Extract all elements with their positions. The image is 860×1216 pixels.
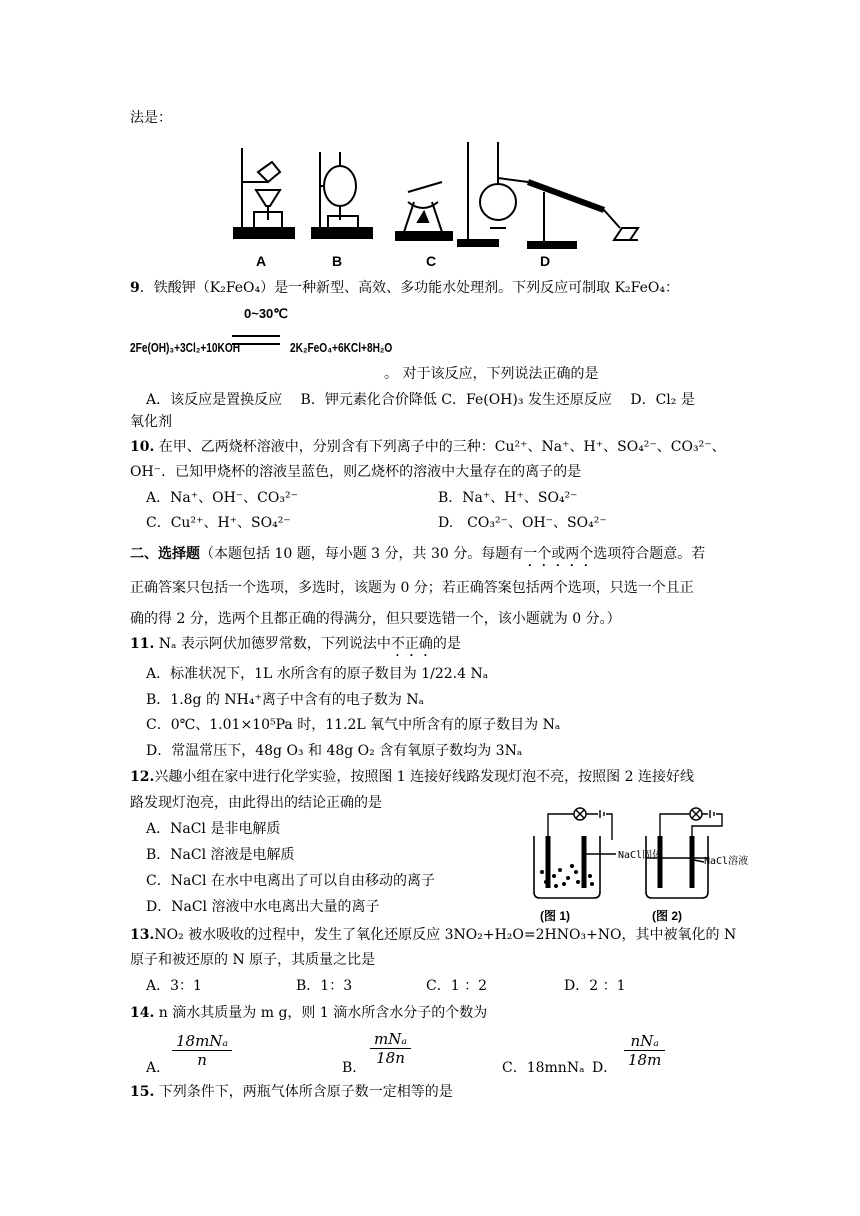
section2-end: 选项符合题意。若 [593, 546, 706, 562]
label-b: B [332, 253, 343, 269]
label-a: A [256, 253, 267, 269]
fig1-label: NaCl固体 [618, 850, 663, 861]
q11-stem-emphasis: 不正确 [390, 636, 433, 652]
q12-number: 12. [130, 769, 155, 785]
q9-equation-right: 2K₂FeO₄+6KCl+8H₂O [290, 340, 393, 355]
q14-a-den: n [197, 1051, 207, 1069]
q14-a-num: 18mNₐ [172, 1032, 232, 1051]
q12-stem-line2: 路发现灯泡亮，由此得出的结论正确的是 [130, 795, 382, 811]
q10-line1: 在甲、乙两烧杯溶液中，分别含有下列离子中的三种：Cu²⁺、Na⁺、H⁺、SO₄²⁻、CO₃²⁻、 [154, 439, 726, 455]
fig2-caption: (图 2) [652, 909, 683, 923]
label-d: D [540, 253, 551, 269]
q9-equation-arrow [232, 335, 280, 345]
q14-option-b-label: B． [342, 1060, 367, 1076]
q11-option-a: A．标准状况下，1L 水所含有的原子数目为 1/22.4 Nₐ [146, 666, 489, 682]
q13-stem-line2: 原子和被还原的 N 原子，其质量之比是 [130, 952, 376, 968]
continuation-text: 法是： [130, 110, 172, 126]
q12-option-a: A．NaCl 是非电解质 [146, 821, 281, 837]
q12-option-c: C．NaCl 在水中电离出了可以自由移动的离子 [146, 873, 435, 889]
section2-line3: 确的得 2 分，选两个且都正确的得满分，但只要选错一个，该小题就为 0 分。） [130, 611, 621, 627]
q14-b-num: mNₐ [370, 1030, 411, 1049]
q9-equation-condition: 0~30℃ [244, 306, 288, 321]
q14-option-d-fraction [624, 1032, 665, 1069]
q10-option-a: A．Na⁺、OH⁻、CO₃²⁻ [146, 490, 298, 506]
q10-option-c: C．Cu²⁺、H⁺、SO₄²⁻ [146, 515, 291, 531]
q11-option-d: D．常温常压下，48g O₃ 和 48g O₂ 含有氧原子数均为 3Nₐ [146, 743, 523, 759]
q9-options: A．该反应是置换反应 B．钾元素化合价降低 C．Fe(OH)₃ 发生还原反应 D．Cl₂ 是 [146, 392, 695, 408]
section2-line1 [130, 544, 705, 570]
q11-number: 11. [130, 636, 155, 652]
q9-stem [130, 278, 679, 298]
q14-option-c: C．18mnNₐ [502, 1060, 585, 1076]
q13-line1: NO₂ 被水吸收的过程中，发生了氧化还原反应 3NO₂+H₂O=2HNO₃+NO，其中被氧化的 N [154, 927, 737, 943]
fig1-caption: (图 1) [540, 909, 571, 923]
q14-option-a-fraction [172, 1032, 232, 1069]
q10-stem-line2: OH⁻．已知甲烧杯的溶液呈蓝色，则乙烧杯的溶液中大量存在的离子的是 [130, 464, 582, 480]
fig2-label: NaCl溶液 [704, 856, 749, 867]
q9-text: ．铁酸钾（K₂FeO₄）是一种新型、高效、多功能水处理剂。下列反应可制取 K₂FeO₄： [139, 280, 679, 296]
q13-option-d: D．2 ：1 [564, 978, 626, 994]
q9-tail: 。 对于该反应，下列说法正确的是 [384, 366, 599, 382]
q14-d-den: 18m [628, 1051, 662, 1069]
q12-line1: 兴趣小组在家中进行化学实验，按照图 1 连接好线路发现灯泡不亮，按照图 2 连接好线 [154, 769, 694, 785]
section2-emphasis: 一个或两个 [523, 546, 594, 562]
q14-b-den: 18n [376, 1049, 405, 1067]
q10-option-b: B．Na⁺、H⁺、SO₄²⁻ [438, 490, 578, 506]
q11-stem-pre: Nₐ 表示阿伏加德罗常数，下列说法中 [154, 636, 391, 652]
q14-option-b-fraction [370, 1030, 411, 1067]
label-c: C [426, 253, 437, 269]
q14-option-a-label: A． [146, 1060, 171, 1076]
q12-circuits [528, 800, 768, 840]
q12-figures [528, 836, 768, 926]
q11-option-c: C．0℃、1.01×10⁵Pa 时，11.2L 氧气中所含有的原子数目为 Nₐ [146, 717, 561, 733]
q14-stem-text: n 滴水其质量为 m g，则 1 滴水所含水分子的个数为 [154, 1005, 488, 1021]
q12-option-d: D．NaCl 溶液中水电离出大量的离子 [146, 899, 380, 915]
section2-title: 二、选择题 [130, 546, 200, 562]
q15-stem-text: 下列条件下，两瓶气体所含原子数一定相等的是 [154, 1084, 453, 1100]
section2-line2: 正确答案只包括一个选项，多选时，该题为 0 分；若正确答案包括两个选项，只选一个且正 [130, 580, 694, 596]
q13-option-a: A．3：1 [146, 978, 202, 994]
q11-stem-post: 的是 [432, 636, 461, 652]
q14-number: 14. [130, 1005, 155, 1021]
section2-rest: （本题包括 10 题，每小题 3 分，共 30 分。每题有 [200, 546, 524, 562]
q13-number: 13. [130, 927, 155, 943]
q11-option-b: B．1.8g 的 NH₄⁺离子中含有的电子数为 Nₐ [146, 692, 424, 708]
q14-option-d-label: D． [592, 1060, 618, 1076]
q11-stem [130, 634, 461, 660]
q13-stem-line1 [130, 925, 736, 945]
q9-equation-left: 2Fe(OH)₃+3Cl₂+10KOH [130, 340, 241, 355]
q10-option-d: D. CO₃²⁻、OH⁻、SO₄²⁻ [438, 515, 607, 531]
q9-number: 9 [130, 280, 140, 296]
q14-stem [130, 1003, 487, 1023]
q13-option-b: B．1：3 [296, 978, 353, 994]
q15-stem [130, 1082, 453, 1102]
q12-option-b: B．NaCl 溶液是电解质 [146, 847, 295, 863]
q13-option-c: C．1 ：2 [426, 978, 487, 994]
q14-d-num: nNₐ [624, 1032, 665, 1051]
q10-stem-line1 [130, 437, 726, 457]
q15-number: 15. [130, 1084, 155, 1100]
q12-stem-line1 [130, 767, 694, 787]
q9-options-cont: 氧化剂 [130, 414, 172, 430]
apparatus-figure [228, 132, 658, 272]
q10-number: 10. [130, 439, 155, 455]
